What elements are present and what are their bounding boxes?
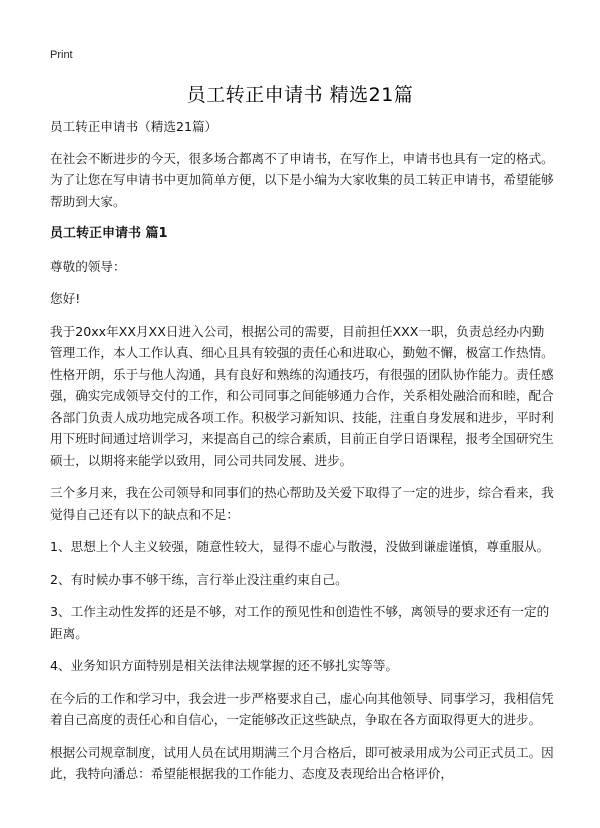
body-paragraph: 在今后的工作和学习中，我会进一步严格要求自己，虚心向其他领导、同事学习，我相信凭着自己高度的责任心和自信心，一定能够改正这些缺点，争取在各方面取得更大的进步。 [50,690,554,727]
document-body [50,116,556,796]
intro-paragraph: 在社会不断进步的今天，很多场合都离不了申请书，在写作上，申请书也具有一定的格式。为了让您在写申请书中更加简单方便，以下是小编为大家收集的员工转正申请书，希望能够帮助到大家。 [50,150,554,209]
section-heading: 员工转正申请书 篇1 [50,226,168,241]
body-paragraph: 我于20xx年XX月XX日进入公司，根据公司的需要，目前担任XXX一职，负责总经办内勤管理工作，本人工作认真、细心且具有较强的责任心和进取心，勤勉不懈，极富工作热情。性格开朗，乐于与他人沟通，具有良好和熟练的沟通技巧，有很强的团队协作能力。责任感强，确实完成领导交付的工作，和公司同事之间能够通力合作，关系相处融洽而和睦，配合各部门负责人成功地完成各项工作。积极学习新知识、技能，注重自身发展和进步，平时利用下班时间通过培训学习，来提高自己的综合素质，目前正自学日语课程，报考全国研究生硕士，以期将来能学以致用，同公司共同发展、进步。 [50,323,554,468]
body-paragraph: 三个多月来，我在公司领导和同事们的热心帮助及关爱下取得了一定的进步，综合看来，我觉得自己还有以下的缺点和不足： [50,485,554,522]
list-item: 2、有时候办事不够干练，言行举止没注重约束自己。 [50,571,348,587]
salutation: 尊敬的领导： [50,258,126,274]
page-title: 员工转正申请书 精选21篇 [186,84,414,106]
document-subtitle: 员工转正申请书（精选21篇） [50,119,218,134]
list-item: 1、思想上个人主义较强，随意性较大，显得不虚心与散漫，没做到谦虚谨慎，尊重服从。 [50,539,550,554]
body-paragraph: 根据公司规章制度，试用人员在试用期满三个月合格后，即可被录用成为公司正式员工。因此，我特向潘总：希望能根据我的工作能力、态度及表现给出合格评价， [50,744,554,781]
list-item: 4、业务知识方面特别是相关法律法规掌握的还不够扎实等等。 [50,658,399,673]
print-link[interactable]: Print [50,49,73,61]
greeting: 您好! [50,291,81,306]
list-item: 3、工作主动性发挥的还是不够，对工作的预见性和创造性不够，离领导的要求还有一定的距离。 [50,604,550,641]
